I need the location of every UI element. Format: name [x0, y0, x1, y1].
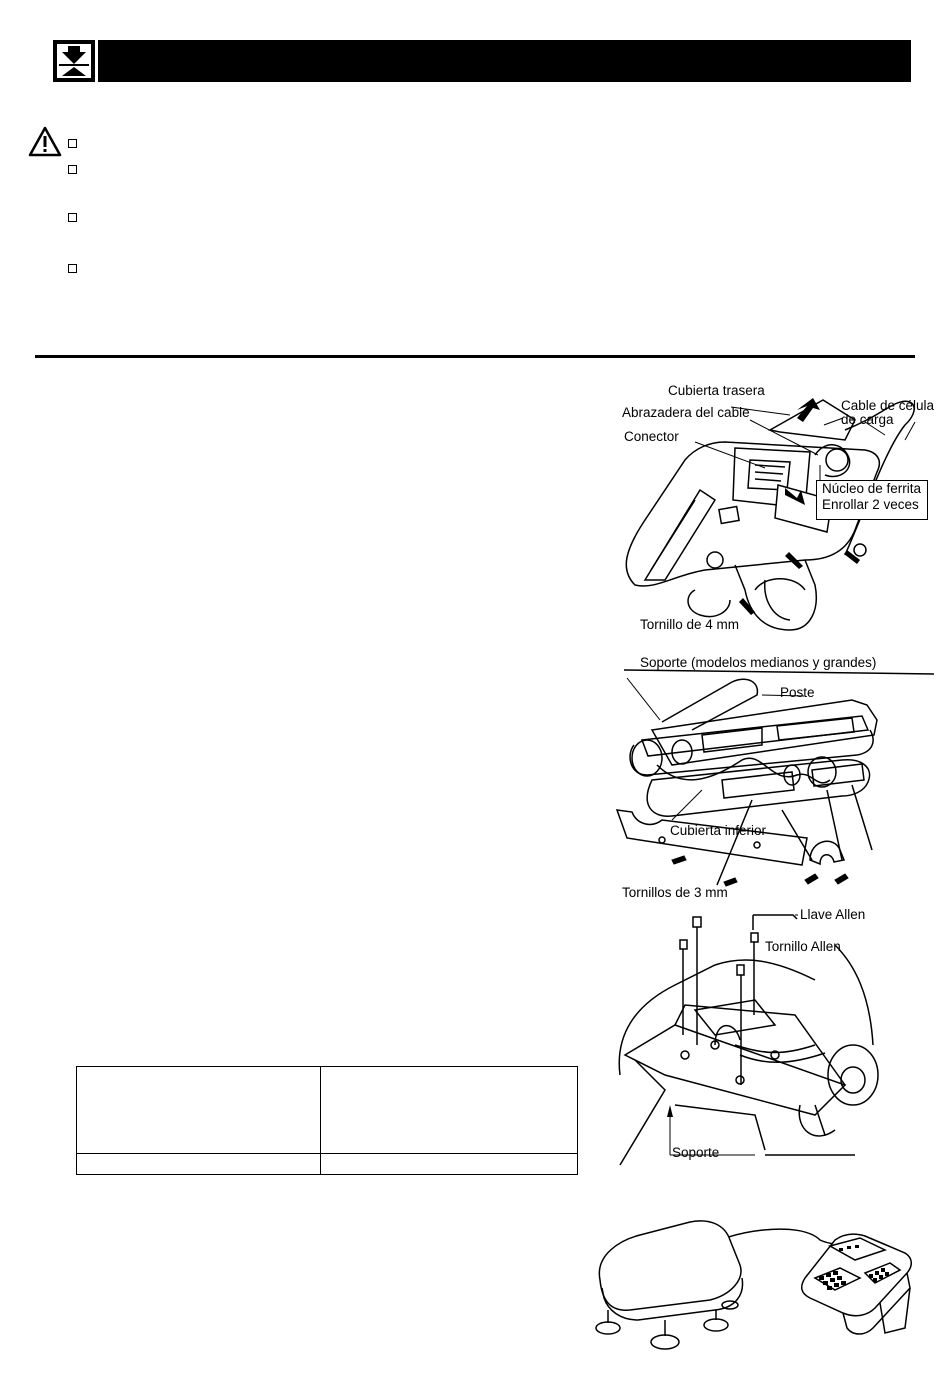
- checkbox-icon: [68, 264, 77, 273]
- callout-connector: Conector: [624, 429, 679, 444]
- callout-allen-screw: Tornillo Allen: [765, 939, 841, 954]
- callout-bracket: Soporte: [672, 1145, 720, 1160]
- callout-post: Poste: [780, 685, 815, 700]
- warning-triangle-icon: [28, 126, 62, 158]
- table-cell: [321, 1067, 578, 1154]
- table-row: [77, 1154, 578, 1175]
- checkbox-icon: [68, 165, 77, 174]
- callout-cable-clamp: Abrazadera del cable: [622, 405, 750, 420]
- callout-rear-cover: Cubierta trasera: [668, 383, 765, 398]
- callout-wind-twice: Enrollar 2 veces: [822, 497, 919, 512]
- table-cell: [77, 1154, 321, 1175]
- table-cell: [321, 1154, 578, 1175]
- spec-table: [76, 1066, 578, 1175]
- callout-screw-4mm: Tornillo de 4 mm: [640, 617, 740, 632]
- table-row: [77, 1067, 578, 1154]
- callout-allen-key: Llave Allen: [800, 907, 866, 922]
- callout-load-cell-cable-line2: de carga: [841, 412, 894, 427]
- indicator-unit-image: [795, 1228, 925, 1343]
- callout-bottom-cover: Cubierta inferior: [670, 823, 767, 838]
- callout-bracket-models: Soporte (modelos medianos y grandes): [640, 655, 877, 670]
- checkbox-icon: [68, 139, 77, 148]
- bracket-bottom-cover-diagram: [612, 660, 937, 900]
- callout-ferrite-core: Núcleo de ferrita: [822, 481, 922, 496]
- install-arrow-icon: [53, 40, 98, 82]
- callout-screws-3mm: Tornillos de 3 mm: [622, 885, 728, 900]
- checkbox-icon: [68, 213, 77, 222]
- table-cell: [77, 1067, 321, 1154]
- callout-load-cell-cable-line1: Cable de célula: [841, 398, 935, 413]
- section-divider: [35, 355, 915, 358]
- section-header-bar: [53, 40, 911, 82]
- bracket-allen-screw-diagram: [615, 905, 885, 1170]
- ferrite-core-callout-box: [816, 480, 928, 520]
